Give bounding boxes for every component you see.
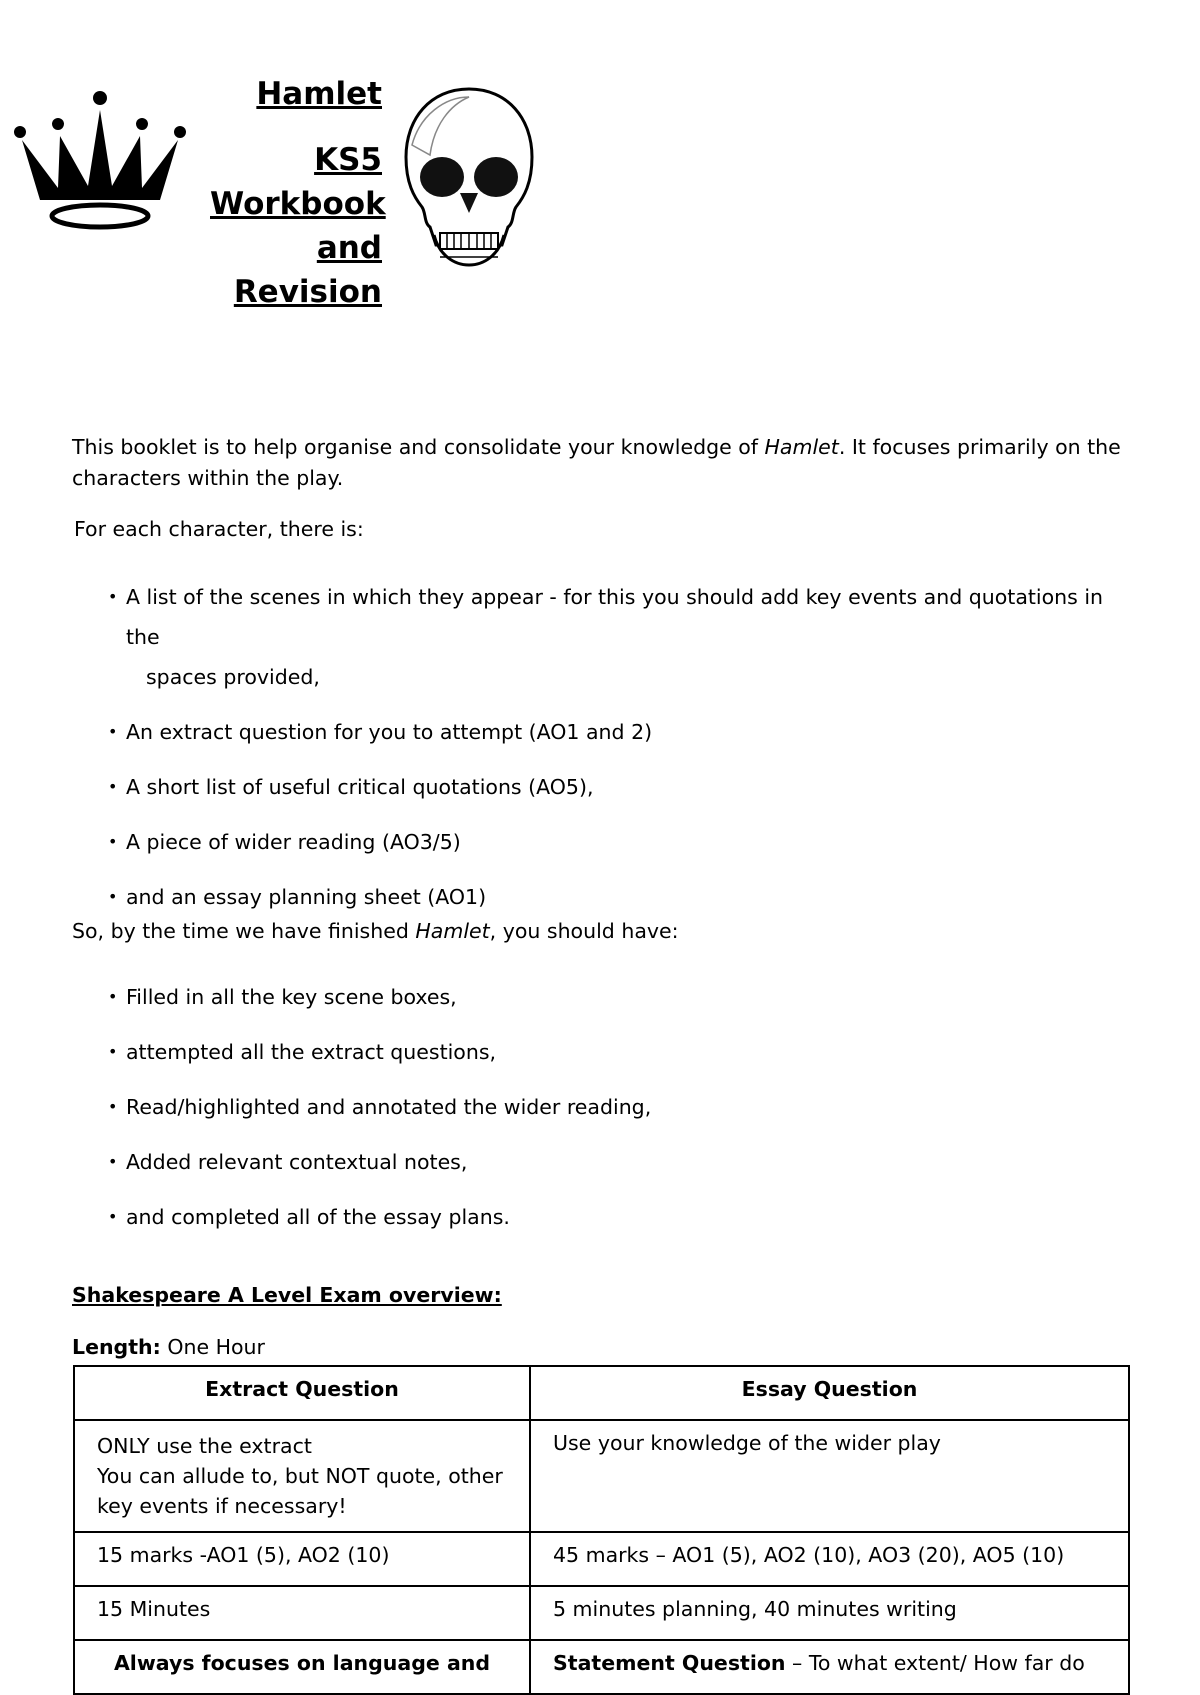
list-item-text: A piece of wider reading (AO3/5)	[126, 830, 461, 854]
table-cell: 15 marks -AO1 (5), AO2 (10)	[74, 1532, 530, 1586]
list-item	[108, 577, 1118, 697]
intro-text-2: . It focuses primarily on the characters within the play.	[72, 435, 1121, 490]
list-item-text: A list of the scenes in which they appear - for this you should add key events and quotations in the	[126, 585, 1104, 649]
table-cell	[74, 1420, 530, 1532]
table-header-row	[74, 1366, 1129, 1420]
length-value: One Hour	[160, 1335, 265, 1359]
table-cell	[530, 1640, 1129, 1694]
table-cell: 45 marks – AO1 (5), AO2 (10), AO3 (20), AO5 (10)	[530, 1532, 1129, 1586]
list-item-text-cont: spaces provided,	[146, 665, 320, 689]
list-item: • Added relevant contextual notes,	[108, 1142, 1118, 1182]
list-item	[108, 877, 1118, 917]
for-each-heading: For each character, there is:	[74, 517, 364, 541]
table-row	[74, 1640, 1129, 1694]
table-row	[74, 1586, 1129, 1640]
intro-text-1: This booklet is to help organise and consolidate your knowledge of	[72, 435, 765, 459]
cell-text: – To what extent/ How far do	[785, 1651, 1085, 1675]
list-item	[108, 712, 1118, 752]
title-workbook: Workbook	[210, 186, 386, 222]
table-cell: Use your knowledge of the wider play	[530, 1420, 1129, 1532]
cell-line: ONLY use the extract	[97, 1434, 312, 1458]
list-item: • attempted all the extract questions,	[108, 1032, 1118, 1072]
title-ks5: KS5	[314, 142, 382, 178]
exam-length	[72, 1335, 265, 1359]
so-text-1: So, by the time we have finished	[72, 919, 416, 943]
title-hamlet: Hamlet	[256, 76, 382, 112]
cell-line: You can allude to, but NOT quote, other	[97, 1464, 503, 1488]
exam-overview-heading: Shakespeare A Level Exam overview:	[72, 1283, 502, 1307]
crown-icon	[10, 88, 190, 234]
list-item-text: A short list of useful critical quotations (AO5),	[126, 775, 594, 799]
table-cell: 5 minutes planning, 40 minutes writing	[530, 1586, 1129, 1640]
document-title	[210, 72, 386, 314]
intro-title-italic: Hamlet	[764, 435, 839, 459]
list-item: • Filled in all the key scene boxes,	[108, 977, 1118, 1017]
table-cell: 15 Minutes	[74, 1586, 530, 1640]
list-item	[108, 767, 1118, 807]
list-item-text: An extract question for you to attempt (AO1 and 2)	[126, 720, 653, 744]
list-item	[108, 822, 1118, 862]
title-revision: Revision	[233, 274, 382, 310]
skull-icon	[400, 85, 538, 290]
intro-paragraph	[72, 432, 1122, 494]
so-title-italic: Hamlet	[415, 919, 490, 943]
exam-overview-table	[73, 1365, 1130, 1695]
cell-bold-text: Statement Question	[553, 1651, 786, 1675]
cell-line: key events if necessary!	[97, 1494, 347, 1518]
table-row	[74, 1420, 1129, 1532]
header-extract-question: Extract Question	[74, 1366, 530, 1420]
table-cell: Always focuses on language and	[74, 1640, 530, 1694]
list-item-text: and an essay planning sheet (AO1)	[126, 885, 487, 909]
goals-list	[108, 977, 1118, 1252]
list-item: • and completed all of the essay plans.	[108, 1197, 1118, 1237]
character-contents-list	[108, 577, 1118, 932]
so-by-paragraph	[72, 916, 1122, 947]
list-item: • Read/highlighted and annotated the wider reading,	[108, 1087, 1118, 1127]
header-essay-question: Essay Question	[530, 1366, 1129, 1420]
so-text-2: , you should have:	[489, 919, 679, 943]
length-label: Length:	[72, 1335, 161, 1359]
table-row	[74, 1532, 1129, 1586]
title-and: and	[316, 230, 382, 266]
